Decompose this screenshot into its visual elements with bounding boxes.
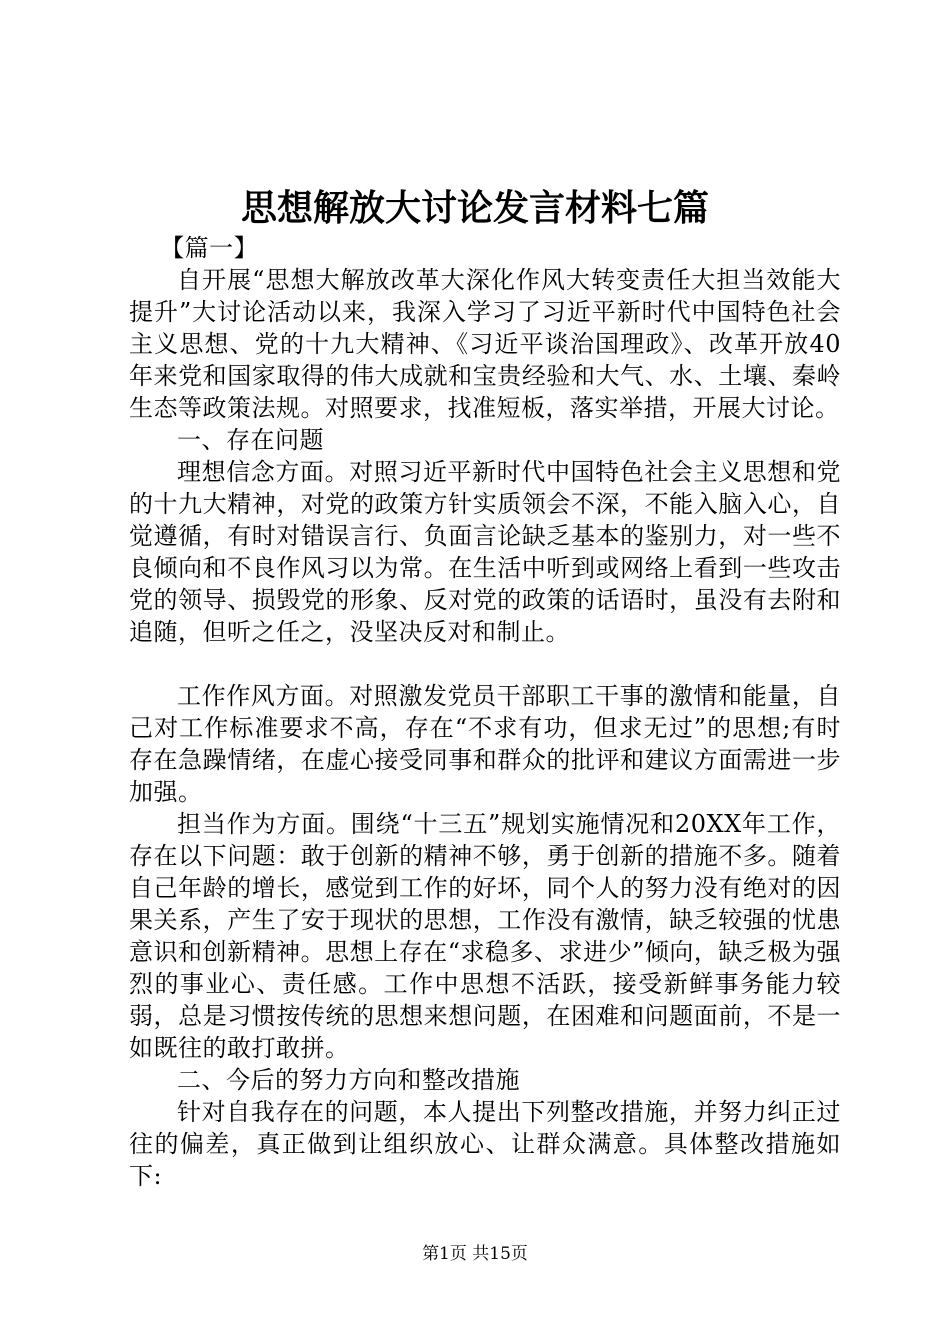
document-title: 思想解放大讨论发言材料七篇 [240, 187, 709, 229]
heading-measures: 二、今后的努力方向和整改措施 [177, 1066, 520, 1094]
paragraph-intro: 自开展“思想大解放改革大深化作风大转变责任大担当效能大提升”大讨论活动以来，我深入学习了习近平新时代中国特色社会主义思想、党的十九大精神、《习近平谈治国理政》、改革开放40年来党和国家取得的伟大成就和宝贵经验和大气、水、土壤、秦岭生态等政策法规。对照要求，找准短板，落实举措，开展大讨论。 [129, 266, 841, 422]
page-indicator: 第1页 共15页 [422, 1244, 528, 1264]
paragraph-gap [129, 648, 841, 680]
section-label: 【篇一】 [160, 234, 259, 262]
paragraph-measures: 针对自我存在的问题，本人提出下列整改措施，并努力纠正过往的偏差，真正做到让组织放心、让群众满意。具体整改措施如下: [129, 1098, 841, 1190]
paragraph-ideals: 理想信念方面。对照习近平新时代中国特色社会主义思想和党的十九大精神，对党的政策方针实质领会不深，不能入脑入心，自觉遵循，有时对错误言行、负面言论缺乏基本的鉴别力，对一些不良倾向和不良作风习以为常。在生活中听到或网络上看到一些攻击党的领导、损毁党的形象、反对党的政策的话语时，虽没有去附和追随，但听之任之，没坚决反对和制止。 [129, 458, 841, 646]
document-body [129, 232, 841, 1192]
paragraph-responsibility: 担当作为方面。围绕“十三五”规划实施情况和20XX年工作，存在以下问题：敢于创新的精神不够，勇于创新的措施不多。随着自己年龄的增长，感觉到工作的好坏，同个人的努力没有绝对的因果关系，产生了安于现状的思想，工作没有激情，缺乏较强的忧患意识和创新精神。思想上存在“求稳多、求进少”倾向，缺乏极为强烈的事业心、责任感。工作中思想不活跃，接受新鲜事务能力较弱，总是习惯按传统的思想来想问题，在困难和问题面前，不是一如既往的敢打敢拼。 [129, 810, 841, 1062]
paragraph-work-style: 工作作风方面。对照激发党员干部职工干事的激情和能量，自己对工作标准要求不高，存在“不求有功，但求无过”的思想;有时存在急躁情绪，在虚心接受同事和群众的批评和建议方面需进一步加强。 [129, 682, 841, 806]
heading-problems: 一、存在问题 [177, 426, 324, 454]
